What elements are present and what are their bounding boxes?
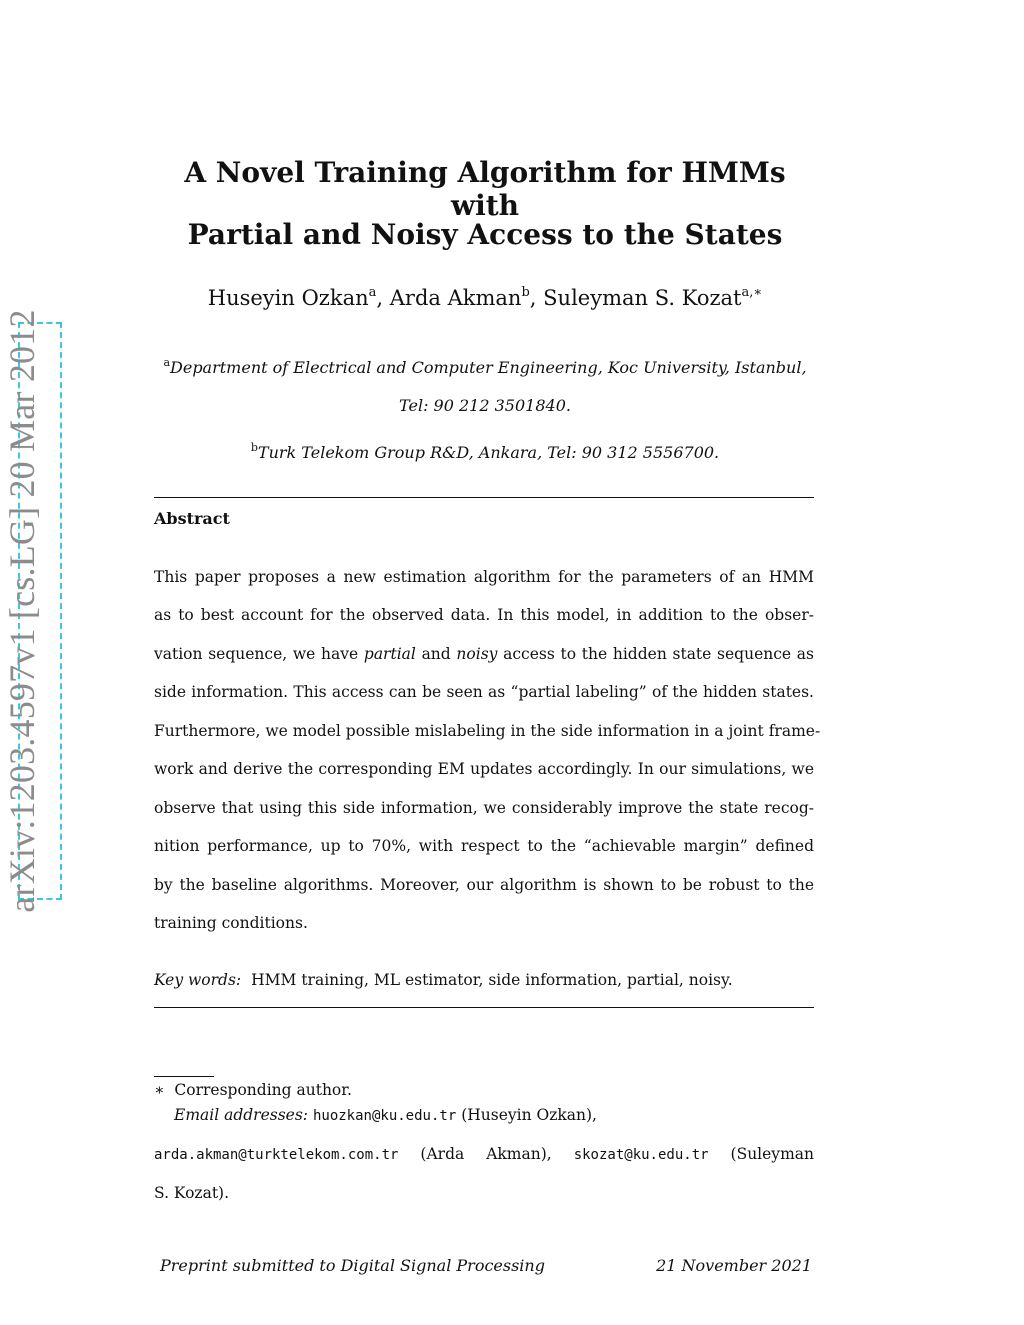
affiliation-mark: b (250, 441, 258, 454)
author-list: Huseyin Ozkan$^a$, Arda Akman$^b$, Suleyman S. Kozat$^{a,∗}$ (207, 285, 763, 310)
email-link[interactable]: arda.akman@turktelekom.com.tr (154, 1147, 399, 1163)
email-link[interactable]: huozkan@ku.edu.tr (312, 1108, 457, 1124)
abstract-line: nition performance, up to 70%, with respect to the “achievable margin” defined (154, 837, 814, 855)
author-name: Arda Akman (389, 286, 522, 310)
abstract-line (154, 643, 814, 665)
affiliation-a-line-1: Department of Electrical and Computer Engineering, Koc University, Istanbul, (170, 358, 807, 377)
affiliation-b (150, 441, 820, 462)
abstract-line: Furthermore, we model possible mislabeling in the side information in a joint frame- (154, 722, 821, 740)
author-affiliation-mark: a (368, 285, 377, 300)
abstract-line: observe that using this side information, we considerably improve the state recog- (154, 799, 814, 817)
keywords-text: HMM training, ML estimator, side information, partial, noisy. (251, 971, 733, 989)
affiliation-b-line-1: Turk Telekom Group R&D, Ankara, Tel: 90 312 5556700. (257, 443, 720, 462)
abstract-top-rule (154, 497, 814, 498)
affiliation-a-line-2: Tel: 90 212 3501840. (399, 396, 571, 415)
footnote-corresponding (154, 1081, 352, 1099)
abstract-line: by the baseline algorithms. Moreover, our algorithm is shown to be robust to the (154, 876, 814, 894)
abstract-heading: Abstract (154, 509, 230, 528)
affiliation-mark: a (163, 356, 171, 369)
preprint-note: Preprint submitted to Digital Signal Processing (160, 1256, 545, 1275)
keywords-label: Key words: (154, 971, 242, 989)
arxiv-identifier[interactable]: arXiv:1203.4597v1 [cs.LG] 20 Mar 2012 (2, 309, 42, 913)
author-affiliation-mark: b (521, 285, 530, 300)
keywords (154, 971, 733, 989)
footnote-corresponding-text: Corresponding author. (174, 1081, 352, 1099)
paper-title-line-2: Partial and Noisy Access to the States (187, 218, 783, 251)
abstract-emphasis: partial (363, 645, 416, 663)
abstract-line: work and derive the corresponding EM updates accordingly. In our simulations, we (154, 760, 814, 778)
abstract-line: training conditions. (154, 914, 308, 932)
paper-title-line-1: A Novel Training Algorithm for HMMs with (184, 156, 786, 222)
footnote-email-line-3: S. Kozat). (154, 1184, 230, 1202)
author-affiliation-mark: a,∗ (741, 285, 763, 300)
abstract-text: vation sequence, we have (154, 645, 364, 663)
footnote-rule (154, 1076, 214, 1077)
email-link[interactable]: skozat@ku.edu.tr (573, 1147, 709, 1163)
email-owner: (Huseyin Ozkan), (461, 1106, 597, 1124)
abstract-text: and (415, 645, 457, 663)
abstract-line: side information. This access can be seen as “partial labeling” of the hidden states. (154, 683, 814, 701)
email-owner: (Arda Akman), (420, 1145, 552, 1163)
email-owner: (Suleyman (730, 1145, 814, 1163)
affiliation-a (150, 356, 820, 377)
abstract-line: as to best account for the observed data. In this model, in addition to the obser- (154, 606, 814, 624)
footnote-mark: ∗ (154, 1081, 165, 1099)
abstract-line: This paper proposes a new estimation algorithm for the parameters of an HMM (154, 568, 814, 586)
footnote-email-line-2 (154, 1145, 814, 1163)
preprint-date: 21 November 2021 (656, 1256, 812, 1275)
abstract-text: access to the hidden state sequence as (497, 645, 814, 663)
abstract-bottom-rule (154, 1007, 814, 1008)
abstract-emphasis: noisy (456, 645, 498, 663)
author-name: Huseyin Ozkan (207, 286, 369, 310)
author-name: Suleyman S. Kozat (543, 286, 742, 310)
footnote-email-line-1 (174, 1106, 597, 1124)
email-label: Email addresses: (174, 1106, 309, 1124)
